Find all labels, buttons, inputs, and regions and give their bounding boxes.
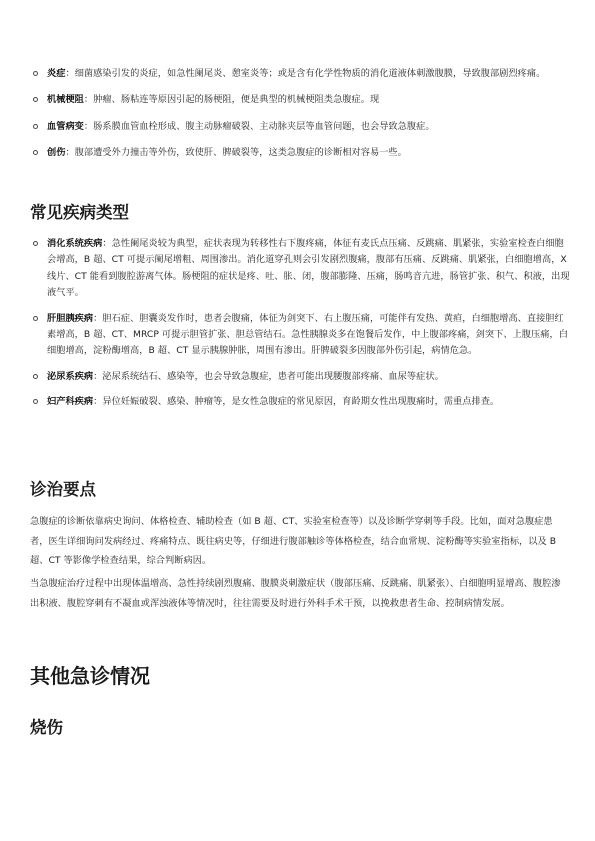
cause-item-term: 创伤 bbox=[47, 147, 66, 159]
disease-type-item-text bbox=[47, 394, 572, 410]
cause-item-body: 肿瘤、肠粘连等原因引起的肠梗阻，便是典型的机械梗阻类急腹症。现 bbox=[93, 94, 380, 106]
disease-type-item-body: 急性阑尾炎较为典型，症状表现为转移性右下腹疼痛，体征有麦氏点压痛、反跳痛、肌紧张，实验室检查白细胞会增高，B 超、CT 可提示阑尾增粗、周围渗出。消化道穿孔则会引发剧烈腹痛，腹部有压痛、反跳痛、肌紧张，白细胞增高，X 线片、CT 能看到腹腔游离气体。肠梗阻的症状是疼、吐、胀、闭，腹部膨隆、压痛，肠鸣音亢进，肠管扩张、积气、积液，出现液气平。 bbox=[47, 238, 570, 299]
cause-item-body: 细菌感染引发的炎症，如急性阑尾炎、憩室炎等；或是含有化学性物质的消化道液体刺激腹膜，导致腹部剧烈疼痛。 bbox=[74, 68, 546, 79]
disease-type-item-term: 消化系统疾病 bbox=[47, 238, 103, 249]
bullet-icon bbox=[33, 124, 38, 129]
cause-item-text bbox=[47, 92, 572, 108]
cause-item-body: 腹部遭受外力撞击等外伤，致使肝、脾破裂等，这类急腹症的诊断相对容易一些。 bbox=[74, 147, 407, 159]
disease-type-item-separator: ： bbox=[93, 312, 103, 324]
bullet-icon bbox=[33, 241, 38, 246]
cause-item-separator: ： bbox=[83, 94, 94, 106]
cause-item-separator: ： bbox=[83, 120, 94, 132]
disease-type-item-text bbox=[47, 369, 572, 385]
disease-type-item-body: 胆石症、胆囊炎发作时，患者会腹痛，体征为剑突下、右上腹压痛，可能伴有发热、黄疸，白细胞增高、直接胆红素增高，B 超、CT、MRCP 可提示胆管扩张、胆总管结石。急性胰腺炎多在饱餐后发作，中上腹部疼痛，剑突下、上腹压痛，白细胞增高，淀粉酶增高，B 超、CT 显示胰腺肿胀，周围有渗出。肝脾破裂多因腹部外伤引起，病情危急。 bbox=[47, 312, 568, 357]
disease-type-item bbox=[32, 236, 572, 302]
cause-item-term: 机械梗阻 bbox=[47, 94, 84, 106]
disease-type-item-term: 肝胆胰疾病 bbox=[47, 312, 94, 324]
bullet-icon bbox=[33, 97, 38, 102]
cause-item-body: 肠系膜血管血栓形成、腹主动脉瘤破裂、主动脉夹层等血管问题，也会导致急腹症。 bbox=[93, 120, 435, 132]
disease-type-item-term: 泌尿系疾病 bbox=[47, 370, 94, 382]
disease-type-item-text bbox=[47, 311, 572, 360]
section-heading-diagnosis-treatment: 诊治要点 bbox=[30, 480, 96, 499]
cause-item-term: 血管病变 bbox=[47, 120, 84, 132]
cause-item-separator: ： bbox=[65, 147, 75, 159]
bullet-icon bbox=[33, 399, 38, 404]
cause-item-term: 炎症 bbox=[47, 68, 66, 79]
disease-type-item-separator: ： bbox=[93, 370, 103, 382]
paragraph-surgery-indications: 当急腹症治疗过程中出现体温增高、急性持续剧烈腹痛、腹膜炎刺激症状（腹部压痛、反跳痛、肌紧张）、白细胞明显增高、腹腔渗出积液、腹腔穿刺有不凝血或浑浊液体等情况时，往往需要及时进行外科手术干预，以挽救患者生命、控制病情发展。 bbox=[30, 578, 561, 609]
disease-type-item-term: 妇产科疾病 bbox=[47, 396, 94, 408]
bullet-icon bbox=[33, 374, 38, 379]
disease-type-item-body: 泌尿系统结石、感染等，也会导致急腹症，患者可能出现腰腹部疼痛、血尿等症状。 bbox=[102, 370, 444, 382]
subheading-burns: 烧伤 bbox=[30, 718, 63, 737]
cause-item bbox=[32, 66, 572, 82]
disease-type-item bbox=[32, 394, 572, 410]
disease-type-list bbox=[32, 236, 572, 420]
bullet-icon bbox=[33, 150, 38, 155]
cause-item-text bbox=[47, 66, 572, 82]
section-heading-other-emergencies: 其他急诊情况 bbox=[30, 664, 150, 688]
cause-item-separator: ： bbox=[65, 68, 75, 79]
cause-item-text bbox=[47, 145, 572, 161]
section-heading-common-diseases: 常见疾病类型 bbox=[30, 203, 129, 222]
cause-item bbox=[32, 119, 572, 135]
cause-item bbox=[32, 92, 572, 108]
cause-list bbox=[32, 66, 572, 172]
disease-type-item-separator: ： bbox=[93, 396, 103, 408]
bullet-icon bbox=[33, 316, 38, 321]
disease-type-item-text bbox=[47, 236, 572, 302]
disease-type-item bbox=[32, 369, 572, 385]
disease-type-item-body: 异位妊娠破裂、感染、肿瘤等，是女性急腹症的常见原因，育龄期女性出现腹痛时，需重点排查。 bbox=[102, 396, 500, 408]
disease-type-item bbox=[32, 311, 572, 360]
cause-item-text bbox=[47, 119, 572, 135]
paragraph-diagnosis: 急腹症的诊断依靠病史询问、体格检查、辅助检查（如 B 超、CT、实验室检查等）以及诊断学穿刺等手段。比如，面对急腹症患者，医生详细询问发病经过、疼痛特点、既往病史等，仔细进行腹部触诊等体格检查，结合血常规、淀粉酶等实验室指标，以及 B 超、CT 等影像学检查结果，综合判断病因。 bbox=[30, 516, 557, 566]
bullet-icon bbox=[33, 71, 38, 76]
cause-item bbox=[32, 145, 572, 161]
disease-type-item-separator: ： bbox=[102, 238, 112, 249]
